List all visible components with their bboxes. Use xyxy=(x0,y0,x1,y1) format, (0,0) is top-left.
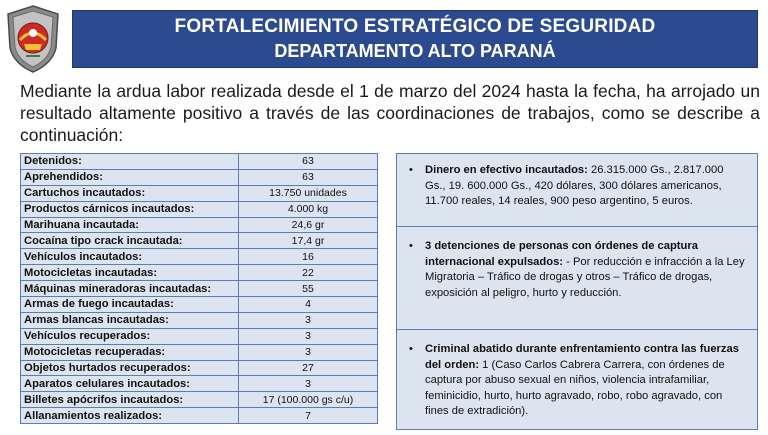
stat-value: 22 xyxy=(239,265,378,281)
detail-text: 26.315.000 Gs., 2.817.000 Gs., 19. 600.000 Gs., 420 dólares, 300 dólares americanos, 11.700 reales, 14 reales, 900 peso argentino, 5 euros. xyxy=(425,164,724,207)
table-row xyxy=(21,233,378,249)
stat-label: Vehículos incautados: xyxy=(21,249,239,265)
table-row xyxy=(21,392,378,408)
detail-heading: Dinero en efectivo incautados: xyxy=(425,164,588,176)
stat-value: 63 xyxy=(239,169,378,185)
police-shield-emblem-icon xyxy=(4,4,62,74)
table-row xyxy=(21,185,378,201)
stat-value: 3 xyxy=(239,312,378,328)
stat-value: 4 xyxy=(239,297,378,313)
table-row xyxy=(21,249,378,265)
stat-value: 7 xyxy=(239,408,378,424)
table-row xyxy=(21,360,378,376)
table-row xyxy=(21,297,378,313)
detail-text: 1 (Caso Carlos Cabrera Carrera, con órdenes de captura por abuso sexual en niños, violencia intrafamiliar, feminicidio, hurto, hurto agravado, robo, robo agravado, con fines de extradición). xyxy=(425,358,725,417)
stat-value: 27 xyxy=(239,360,378,376)
table-row xyxy=(21,169,378,185)
stat-value: 4.000 kg xyxy=(239,201,378,217)
stat-value: 63 xyxy=(239,154,378,170)
table-row xyxy=(21,281,378,297)
detail-heading: 3 detenciones de personas con órdenes de captura internacional expulsados: xyxy=(425,240,698,268)
stat-label: Marihuana incautada: xyxy=(21,217,239,233)
table-row xyxy=(21,312,378,328)
stat-value: 3 xyxy=(239,328,378,344)
stat-label: Armas de fuego incautadas: xyxy=(21,297,239,313)
stat-label: Detenidos: xyxy=(21,154,239,170)
details-panel xyxy=(396,153,758,430)
stat-label: Máquinas mineradoras incautadas: xyxy=(21,281,239,297)
stat-value: 3 xyxy=(239,376,378,392)
table-row xyxy=(21,376,378,392)
stat-label: Cocaína tipo crack incautada: xyxy=(21,233,239,249)
bullet-icon: • xyxy=(409,343,413,355)
stat-label: Aprehendidos: xyxy=(21,169,239,185)
table-row xyxy=(21,344,378,360)
stat-label: Objetos hurtados recuperados: xyxy=(21,360,239,376)
stat-value: 13.750 unidades xyxy=(239,185,378,201)
stat-value: 24,6 gr xyxy=(239,217,378,233)
stat-value: 16 xyxy=(239,249,378,265)
table-row xyxy=(21,265,378,281)
stat-label: Billetes apócrifos incautados: xyxy=(21,392,239,408)
detail-text: - Por reducción e infracción a la Ley Migratoria – Tráfico de drogas y otros – Tráfico de drogas, exposición al peligro, hurto y reducción. xyxy=(425,255,745,299)
detail-cell-cash xyxy=(397,154,757,226)
table-row xyxy=(21,154,378,170)
stat-label: Productos cárnicos incautados: xyxy=(21,201,239,217)
stat-label: Vehículos recuperados: xyxy=(21,328,239,344)
intro-paragraph: Mediante la ardua labor realizada desde el 1 de marzo del 2024 hasta la fecha, ha arrojado un resultado altamente positivo a través de las coordinaciones de trabajos, como se describe a continuación: xyxy=(20,81,760,145)
table-row xyxy=(21,201,378,217)
stat-label: Motocicletas recuperadas: xyxy=(21,344,239,360)
stat-value: 17 (100.000 gs c/u) xyxy=(239,392,378,408)
stats-table xyxy=(20,153,378,424)
stat-value: 55 xyxy=(239,281,378,297)
detail-cell-detentions xyxy=(397,226,757,329)
bullet-icon: • xyxy=(409,240,413,252)
stat-value: 3 xyxy=(239,344,378,360)
stat-label: Allanamientos realizados: xyxy=(21,408,239,424)
title-banner xyxy=(72,10,758,68)
stat-value: 17,4 gr xyxy=(239,233,378,249)
stat-label: Armas blancas incautadas: xyxy=(21,312,239,328)
page-title: FORTALECIMIENTO ESTRATÉGICO DE SEGURIDAD xyxy=(174,16,656,37)
detail-cell-criminal xyxy=(397,329,757,430)
stat-label: Cartuchos incautados: xyxy=(21,185,239,201)
table-row xyxy=(21,328,378,344)
detail-heading: Criminal abatido durante enfrentamiento contra las fuerzas del orden: xyxy=(425,343,739,371)
page-subtitle: DEPARTAMENTO ALTO PARANÁ xyxy=(274,41,556,61)
table-row xyxy=(21,408,378,424)
bullet-icon: • xyxy=(409,164,413,176)
stat-label: Motocicletas incautadas: xyxy=(21,265,239,281)
table-row xyxy=(21,217,378,233)
stat-label: Aparatos celulares incautados: xyxy=(21,376,239,392)
